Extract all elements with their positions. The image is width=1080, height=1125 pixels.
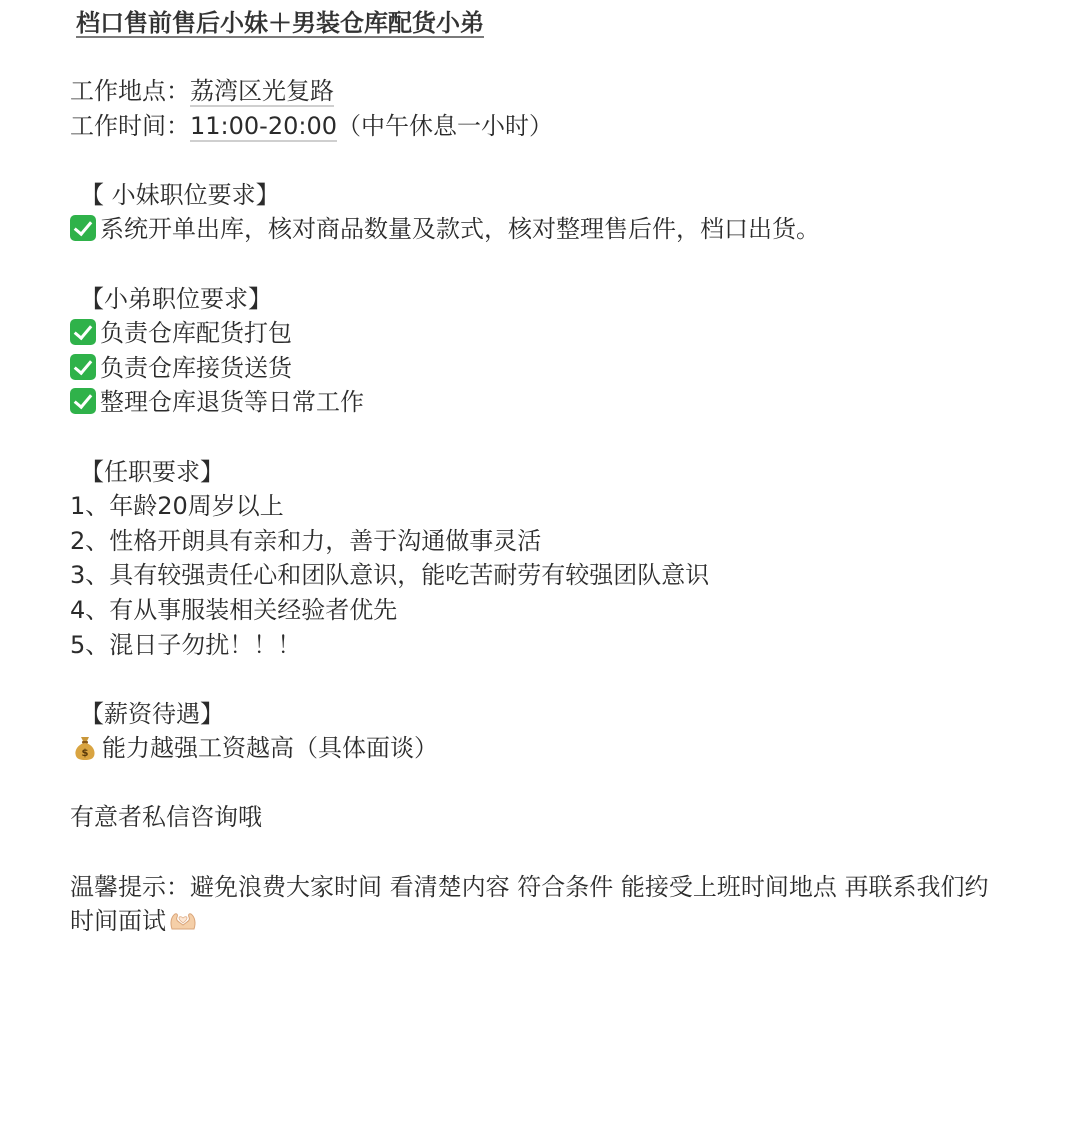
svg-text:$: $: [81, 748, 89, 760]
requirements-heading: 【任职要求】: [80, 457, 224, 486]
check-mark-button-icon: [70, 388, 96, 414]
spacer: [70, 835, 1030, 870]
list-item: [70, 385, 1030, 420]
boy-item-text: 整理仓库退货等日常工作: [100, 388, 364, 417]
girl-section-heading: 【 小妹职位要求】: [80, 180, 280, 209]
check-mark-button-icon: [70, 215, 96, 241]
list-item: [70, 212, 1030, 247]
requirement-item: 3、具有较强责任心和团队意识，能吃苦耐劳有较强团队意识: [70, 561, 710, 590]
location-value: 荔湾区光复路: [190, 77, 334, 105]
spacer: [70, 143, 1030, 178]
check-mark-button-icon: [70, 354, 96, 380]
list-item: [70, 316, 1030, 351]
salary-text: 能力越强工资越高（具体面谈）: [102, 734, 438, 763]
spacer: [70, 766, 1030, 801]
requirement-item: 4、有从事服装相关经验者优先: [70, 595, 398, 624]
requirement-item: 5、混日子勿扰！！！: [70, 630, 302, 659]
hours-label: 工作时间：: [70, 111, 190, 140]
requirement-item: 2、性格开朗具有亲和力，善于沟通做事灵活: [70, 526, 542, 555]
spacer: [70, 662, 1030, 697]
spacer: [70, 247, 1030, 282]
money-bag-icon: [74, 735, 96, 761]
tip-text: 温馨提示：避免浪费大家时间 看清楚内容 符合条件 能接受上班时间地点 再联系我们约时间面试: [70, 872, 989, 936]
boy-item-text: 负责仓库配货打包: [100, 319, 292, 348]
location-line: [70, 74, 1030, 109]
heart-hands-icon: [168, 909, 198, 933]
post-body: [70, 74, 1030, 939]
contact-line: 有意者私信咨询哦: [70, 803, 262, 832]
list-item: [70, 351, 1030, 386]
boy-item-text: 负责仓库接货送货: [100, 353, 292, 382]
tip-paragraph: [70, 870, 1010, 939]
page-title: 档口售前售后小妹＋男装仓库配货小弟: [76, 9, 484, 37]
boy-section-heading: 【小弟职位要求】: [80, 284, 272, 313]
hours-note: （中午休息一小时）: [337, 111, 553, 140]
hours-line: [70, 109, 1030, 144]
location-label: 工作地点：: [70, 77, 190, 105]
hours-value: 11:00-20:00: [190, 111, 337, 140]
check-mark-button-icon: [70, 319, 96, 345]
spacer: [70, 420, 1030, 455]
girl-item-text: 系统开单出库，核对商品数量及款式，核对整理售后件，档口出货。: [100, 215, 820, 244]
requirement-item: 1、年龄20周岁以上: [70, 492, 284, 521]
salary-heading: 【薪资待遇】: [80, 699, 224, 728]
salary-line: [70, 731, 1030, 766]
